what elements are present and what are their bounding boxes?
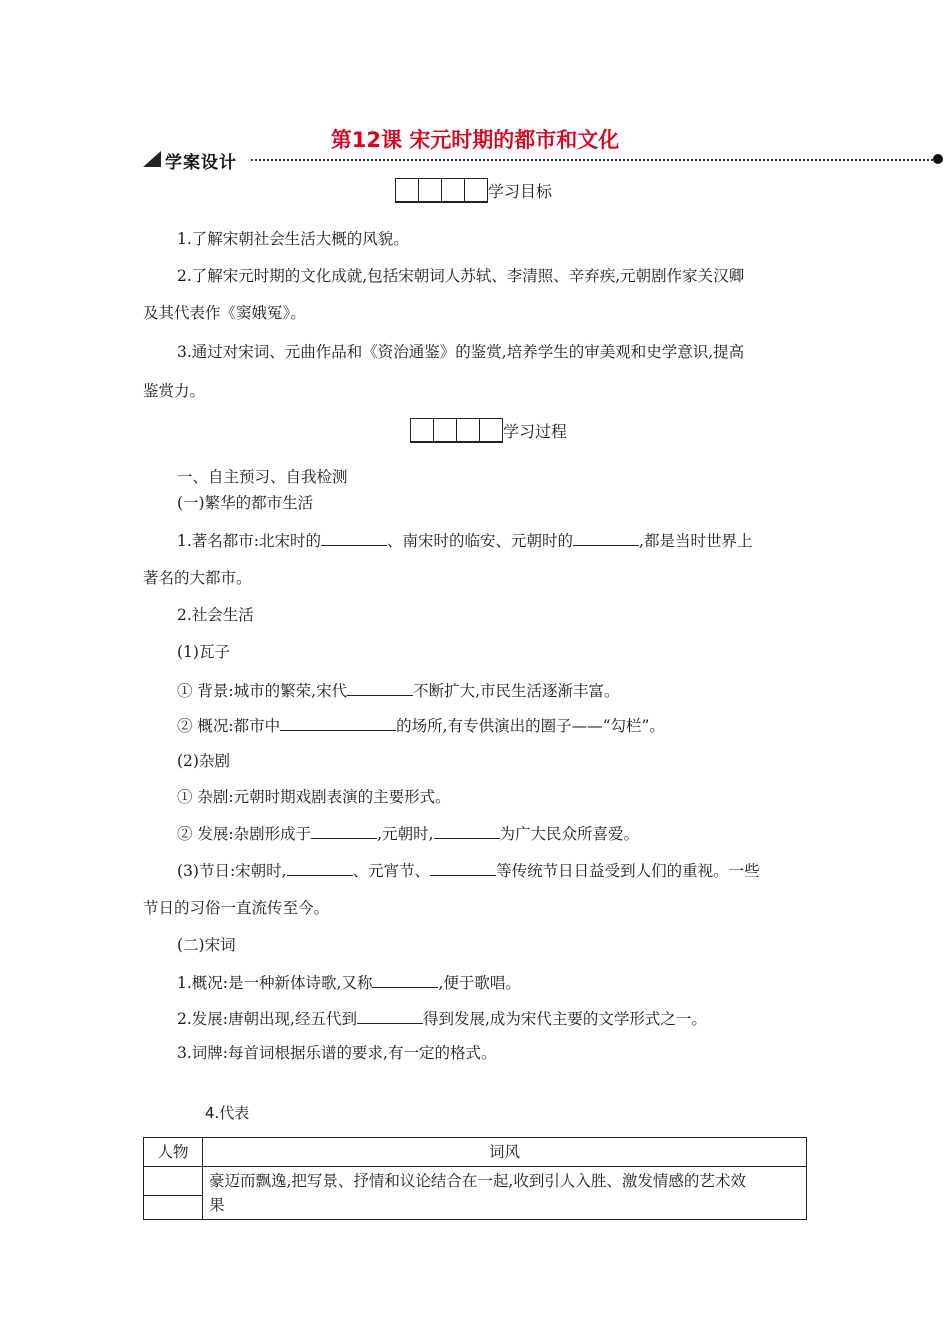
- question-1-cont: 著名的大都市。: [143, 569, 252, 587]
- goal-2: 2.了解宋元时期的文化成就,包括宋朝词人苏轼、李清照、辛弃疾,元朝剧作家关汉卿: [177, 267, 745, 285]
- representatives-table: [143, 1137, 807, 1220]
- ci-1: 1.概况:是一种新体诗歌,又称 ,便于歌唱。: [177, 970, 521, 994]
- blank[interactable]: [144, 1195, 202, 1196]
- blank[interactable]: [372, 970, 438, 988]
- question-2-3-cont: 节日的习俗一直流传至今。: [143, 899, 330, 917]
- blank[interactable]: [434, 821, 500, 839]
- process-heading-text: 学习过程: [503, 422, 568, 441]
- goals-heading: [395, 178, 552, 203]
- process-heading: [410, 418, 567, 443]
- blank[interactable]: [287, 858, 353, 876]
- ci-4: 4.代表: [205, 1104, 250, 1122]
- style-cell: 豪迈而飘逸,把写景、抒情和议论结合在一起,收到引人入胜、激发情感的艺术效 果: [203, 1167, 807, 1220]
- part-1: 一、自主预习、自我检测: [177, 468, 348, 486]
- question-2-1b: ② 概况:都市中 的场所,有专供演出的圈子——“勾栏”。: [177, 713, 665, 737]
- section-2: (二)宋词: [177, 936, 236, 954]
- table-header-row: [144, 1138, 807, 1167]
- question-2-1: (1)瓦子: [177, 643, 230, 661]
- heading-boxes-icon: [410, 418, 503, 443]
- blank[interactable]: [357, 1006, 423, 1024]
- ci-2: 2.发展:唐朝出现,经五代到 得到发展,成为宋代主要的文学形式之一。: [177, 1006, 707, 1030]
- table-row: [144, 1167, 807, 1220]
- table-header-person: 人物: [144, 1138, 203, 1167]
- blank[interactable]: [321, 528, 387, 546]
- blank[interactable]: [311, 821, 377, 839]
- question-2-2: (2)杂剧: [177, 752, 230, 770]
- blank[interactable]: [280, 713, 396, 731]
- blank[interactable]: [573, 528, 639, 546]
- goal-3: 3.通过对宋词、元曲作品和《资治通鉴》的鉴赏,培养学生的审美观和史学意识,提高: [177, 343, 745, 361]
- heading-boxes-icon: [395, 178, 488, 203]
- goal-1: 1.了解宋朝社会生活大概的风貌。: [177, 230, 409, 248]
- goals-heading-text: 学习目标: [488, 182, 553, 201]
- question-2-2b: ② 发展:杂剧形成于 ,元朝时, 为广大民众所喜爱。: [177, 821, 639, 845]
- question-2-3: (3)节日:宋朝时, 、元宵节、 等传统节日日益受到人们的重视。一些: [177, 858, 760, 882]
- ci-3: 3.词牌:每首词根据乐谱的要求,有一定的格式。: [177, 1044, 497, 1062]
- banner-label: 学案设计: [165, 153, 237, 173]
- person-blank-cell: [144, 1167, 203, 1220]
- question-2-1a: ① 背景:城市的繁荣,宋代 不断扩大,市民生活逐渐丰富。: [177, 678, 620, 702]
- question-1: 1.著名都市:北宋时的 、南宋时的临安、元朝时的 ,都是当时世界上: [177, 528, 752, 552]
- goal-2-cont: 及其代表作《窦娥冤》。: [143, 304, 306, 322]
- goal-3-cont: 鉴赏力。: [143, 382, 206, 400]
- section-banner: [143, 148, 943, 173]
- page-title: 第12课 宋元时期的都市和文化: [330, 128, 620, 152]
- blank[interactable]: [347, 678, 413, 696]
- table-header-style: 词风: [203, 1138, 807, 1167]
- question-2-2a: ① 杂剧:元朝时期戏剧表演的主要形式。: [177, 788, 451, 806]
- blank[interactable]: [430, 858, 496, 876]
- question-2: 2.社会生活: [177, 606, 254, 624]
- banner-dot-icon: [933, 154, 943, 164]
- banner-dotted-line: [251, 159, 933, 161]
- section-1: (一)繁华的都市生活: [177, 494, 314, 512]
